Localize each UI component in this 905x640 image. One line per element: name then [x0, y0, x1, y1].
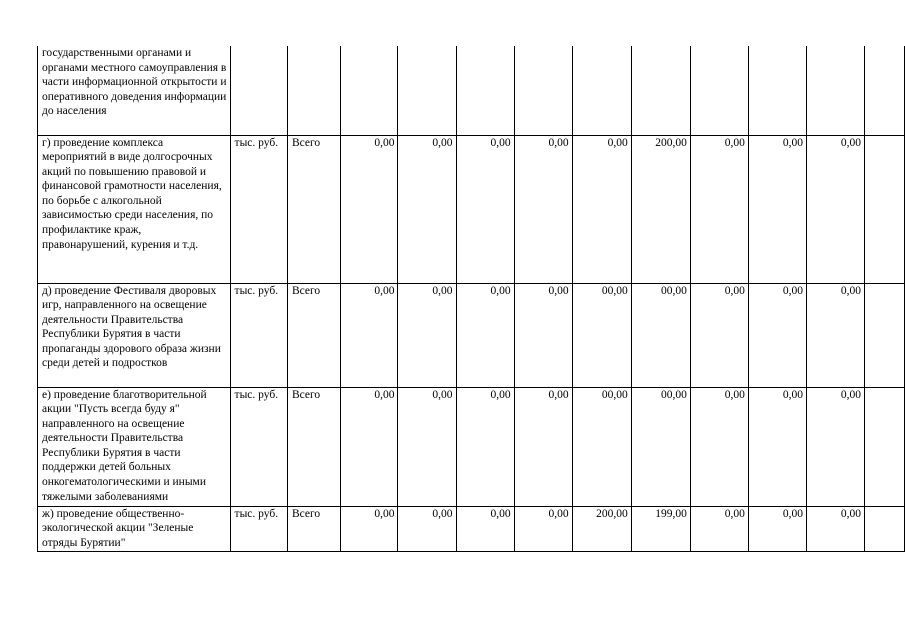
value-cell: 0,00	[514, 387, 572, 506]
kind-cell: Всего	[287, 387, 340, 506]
value-cell: 0,00	[398, 506, 456, 551]
kind-cell: Всего	[287, 135, 340, 283]
kind-cell: Всего	[287, 283, 340, 387]
value-cell: 0,00	[456, 135, 514, 283]
value-cell: 0,00	[572, 135, 631, 283]
unit-cell: тыс. руб.	[230, 506, 287, 551]
value-cell: 199,00	[631, 506, 690, 551]
value-cell: 0,00	[398, 283, 456, 387]
unit-cell: тыс. руб.	[230, 135, 287, 283]
value-cell: 0,00	[398, 135, 456, 283]
budget-table	[37, 46, 905, 552]
table-row	[38, 506, 905, 551]
value-cell: 0,00	[748, 387, 806, 506]
value-cell: 0,00	[398, 387, 456, 506]
row-description: государственными органами и органами местного самоуправления в части информационной открытости и оперативного доведения информации до населения	[38, 46, 231, 135]
table-row	[38, 387, 905, 506]
value-cell	[690, 46, 748, 135]
value-cell	[514, 46, 572, 135]
value-cell	[865, 387, 905, 506]
value-cell: 0,00	[456, 506, 514, 551]
value-cell	[631, 46, 690, 135]
value-cell: 0,00	[341, 283, 398, 387]
value-cell: 0,00	[748, 506, 806, 551]
value-cell: 0,00	[341, 506, 398, 551]
value-cell: 00,00	[572, 387, 631, 506]
value-cell	[572, 46, 631, 135]
table-row	[38, 135, 905, 283]
value-cell: 00,00	[631, 283, 690, 387]
value-cell	[865, 135, 905, 283]
value-cell	[456, 46, 514, 135]
value-cell	[865, 46, 905, 135]
table-row	[38, 283, 905, 387]
value-cell: 0,00	[806, 135, 864, 283]
row-description: ж) проведение общественно-экологической акции "Зеленые отряды Бурятии"	[38, 506, 231, 551]
value-cell: 0,00	[690, 283, 748, 387]
unit-cell: тыс. руб.	[230, 283, 287, 387]
value-cell: 0,00	[690, 387, 748, 506]
value-cell: 00,00	[631, 387, 690, 506]
value-cell: 00,00	[572, 283, 631, 387]
value-cell: 0,00	[806, 506, 864, 551]
value-cell	[748, 46, 806, 135]
value-cell: 0,00	[806, 387, 864, 506]
value-cell: 0,00	[806, 283, 864, 387]
value-cell: 0,00	[341, 135, 398, 283]
value-cell: 0,00	[690, 135, 748, 283]
value-cell: 200,00	[572, 506, 631, 551]
table-body	[38, 46, 905, 551]
value-cell: 0,00	[748, 135, 806, 283]
value-cell	[865, 506, 905, 551]
value-cell: 200,00	[631, 135, 690, 283]
row-description: е) проведение благотворительной акции "Пусть всегда буду я" направленного на освещение деятельности Правительства Республики Бурятия в части поддержки детей больных онкогематологическими и иными тяжелыми заболеваниями	[38, 387, 231, 506]
value-cell: 0,00	[748, 283, 806, 387]
table-row	[38, 46, 905, 135]
value-cell	[341, 46, 398, 135]
value-cell	[398, 46, 456, 135]
value-cell: 0,00	[456, 387, 514, 506]
row-description: г) проведение комплекса мероприятий в виде долгосрочных акций по повышению правовой и финансовой грамотности населения, по борьбе с алкогольной зависимостью среди населения, по профилактике краж, правонарушений, курения и т.д.	[38, 135, 231, 283]
kind-cell	[287, 46, 340, 135]
value-cell	[806, 46, 864, 135]
kind-cell: Всего	[287, 506, 340, 551]
unit-cell: тыс. руб.	[230, 387, 287, 506]
value-cell: 0,00	[341, 387, 398, 506]
value-cell: 0,00	[514, 283, 572, 387]
row-description: д) проведение Фестиваля дворовых игр, направленного на освещение деятельности Правительства Республики Бурятия в части пропаганды здорового образа жизни среди детей и подростков	[38, 283, 231, 387]
value-cell: 0,00	[456, 283, 514, 387]
unit-cell	[230, 46, 287, 135]
value-cell: 0,00	[690, 506, 748, 551]
value-cell	[865, 283, 905, 387]
value-cell: 0,00	[514, 135, 572, 283]
value-cell: 0,00	[514, 506, 572, 551]
